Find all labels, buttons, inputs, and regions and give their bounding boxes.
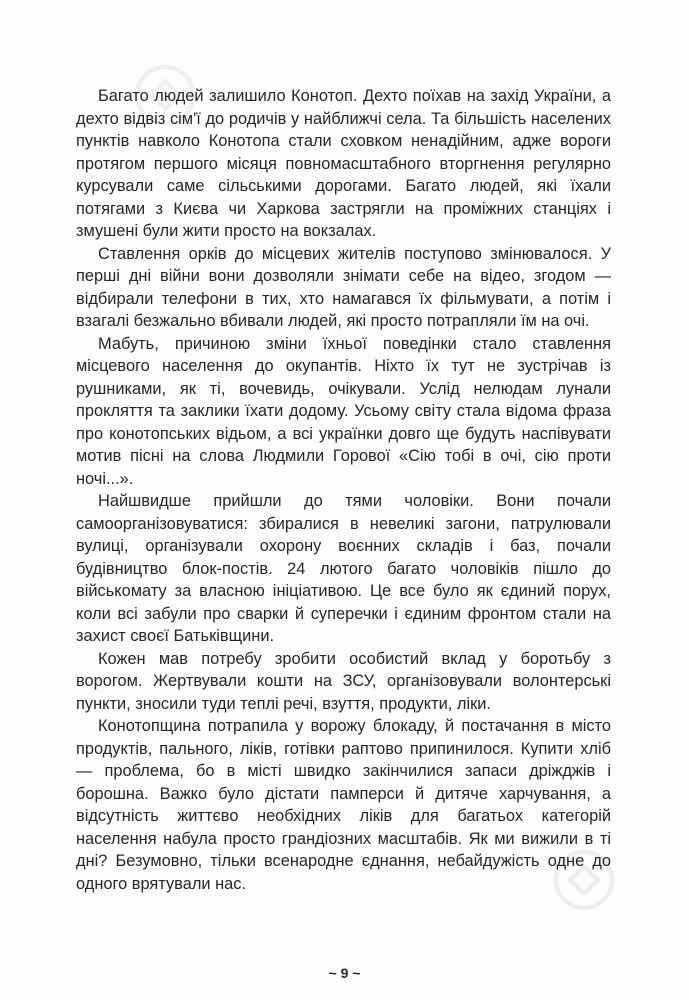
paragraph: Конотопщина потрапила у ворожу блокаду, й постачання в місто продуктів, пального, ліків, готівки раптово припинилося. Купити хліб — проблема, бо в місті швидко закінчилися запаси дріжджів і борошна. Важко було дістати памперси й дитяче харчування, а відсутність життєво необхідних ліків для багатьох категорій населення набула просто грандіозних масштабів. Як ми вижили в ті дні? Безумовно, тільки всенародне єднання, небайдужість одне до одного врятували нас. [76,717,611,893]
paragraph: Мабуть, причиною зміни їхньої поведінки стало ставлення місцевого населення до окупантів. Ніхто їх тут не зустрічав із рушниками, як ті, вочевидь, очікували. Услід нелюдам лунали прокляття та заклики їхати додому. Усьому світу стала відома фраза про конотопських відьом, а всі українки довго ще будуть наспівувати мотив пісні на слова Людмили Горової «Сію тобі в очі, сію проти ночі...». [76,334,611,488]
paragraph: Кожен мав потребу зробити особистий вклад у боротьбу з ворогом. Жертвували кошти на ЗСУ, організовували волонтерські пункти, зносили туди теплі речі, взуття, продукти, ліки. [76,649,611,713]
watermark-emblem-icon [549,845,619,915]
body-text [76,85,611,895]
page-number: ~ 9 ~ [328,965,361,981]
paragraph: Найшвидше прийшли до тями чоловіки. Вони почали самоорганізовуватися: збиралися в невеликі загони, патрулювали вулиці, організували охорону воєнних складів і баз, почали будівництво блок-постів. 24 лютого багато чоловіків пішло до військомату за власною ініціативою. Це все було як єдиний порух, коли всі забули про сварки й суперечки і єдиним фронтом стали на захист своєї Батьківщини. [76,492,611,645]
paragraph: Багато людей залишило Конотоп. Дехто поїхав на захід України, а дехто відвіз сім'ї до родичів у найближчі села. Та більшість населених пунктів навколо Конотопа стали сховком ненадійним, адже вороги протягом першого місяця повномасштабного вторгнення регулярно курсували саме сільськими дорогами. Багато людей, які їхали потягами з Києва чи Харкова застрягли на проміжних станціях і змушені були жити просто на вокзалах. [76,87,611,240]
paragraph: Ставлення орків до місцевих жителів поступово змінювалося. У перші дні війни вони дозволяли знімати себе на відео, згодом — відбирали телефони в тих, хто намагався їх фільмувати, а потім і взагалі безжально вбивали людей, які просто потрапляли їм на очі. [76,244,611,330]
